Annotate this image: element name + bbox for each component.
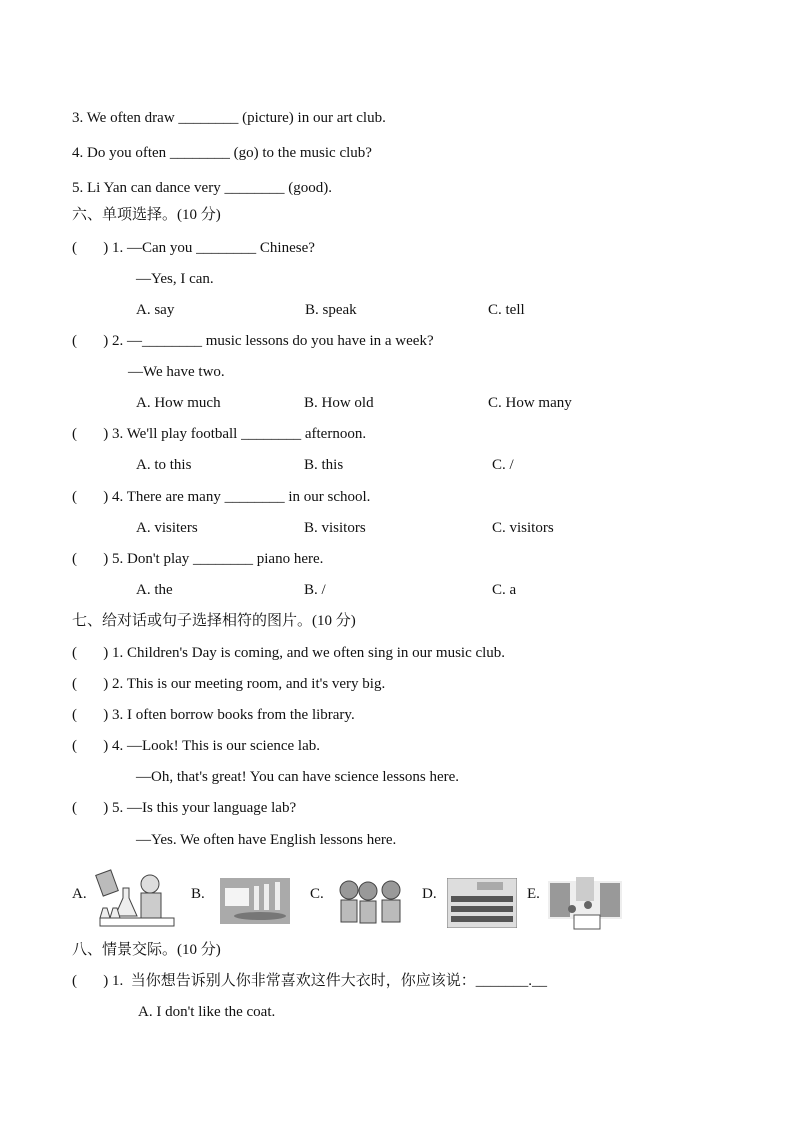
question-stem: ( ) 4. There are many ________ in our school. (72, 489, 371, 505)
option: A. visiters (136, 520, 198, 536)
match-reply: —Yes. We often have English lessons here. (136, 832, 397, 848)
question-reply: —Yes, I can. (136, 271, 214, 287)
option: B. speak (305, 302, 357, 318)
section-heading: 八、情景交际。(10 分) (72, 942, 221, 958)
picture-label: B. (191, 886, 205, 902)
music-club-singing-picture (335, 878, 405, 924)
library-picture (548, 875, 622, 933)
option: C. tell (488, 302, 525, 318)
option: A. How much (136, 395, 221, 411)
option: A. I don't like the coat. (138, 1004, 276, 1020)
science-lab-picture (95, 866, 177, 930)
option: C. How many (488, 395, 572, 411)
language-lab-picture (447, 878, 517, 928)
fill-item: 4. Do you often ________ (go) to the music club? (72, 145, 372, 161)
picture-label: E. (527, 886, 540, 902)
question-stem: ( ) 3. We'll play football ________ afternoon. (72, 426, 367, 442)
option: C. a (492, 582, 517, 598)
option: A. the (136, 582, 173, 598)
option: B. this (304, 457, 344, 473)
option: A. say (136, 302, 175, 318)
option: C. visitors (492, 520, 554, 536)
fill-item: 5. Li Yan can dance very ________ (good). (72, 180, 332, 196)
section-heading: 七、给对话或句子选择相符的图片。(10 分) (72, 613, 356, 629)
question-stem: ( ) 1. 当你想告诉别人你非常喜欢这件大衣时，你应该说：_______.__ (72, 973, 547, 989)
meeting-room-picture (220, 878, 290, 924)
question-stem: ( ) 2. —________ music lessons do you have in a week? (72, 333, 434, 349)
question-reply: —We have two. (128, 364, 225, 380)
option: B. How old (304, 395, 374, 411)
picture-label: A. (72, 886, 87, 902)
match-item: ( ) 5. —Is this your language lab? (72, 800, 297, 816)
option: B. / (304, 582, 326, 598)
question-stem: ( ) 1. —Can you ________ Chinese? (72, 240, 315, 256)
match-item: ( ) 3. I often borrow books from the library. (72, 707, 355, 723)
section-heading: 六、单项选择。(10 分) (72, 207, 221, 223)
fill-item: 3. We often draw ________ (picture) in our art club. (72, 110, 386, 126)
picture-label: D. (422, 886, 437, 902)
question-stem: ( ) 5. Don't play ________ piano here. (72, 551, 324, 567)
option: C. / (492, 457, 514, 473)
match-item: ( ) 2. This is our meeting room, and it's very big. (72, 676, 386, 692)
option: A. to this (136, 457, 192, 473)
match-item: ( ) 4. —Look! This is our science lab. (72, 738, 321, 754)
match-item: ( ) 1. Children's Day is coming, and we often sing in our music club. (72, 645, 506, 661)
match-reply: —Oh, that's great! You can have science lessons here. (136, 769, 460, 785)
option: B. visitors (304, 520, 366, 536)
picture-label: C. (310, 886, 324, 902)
